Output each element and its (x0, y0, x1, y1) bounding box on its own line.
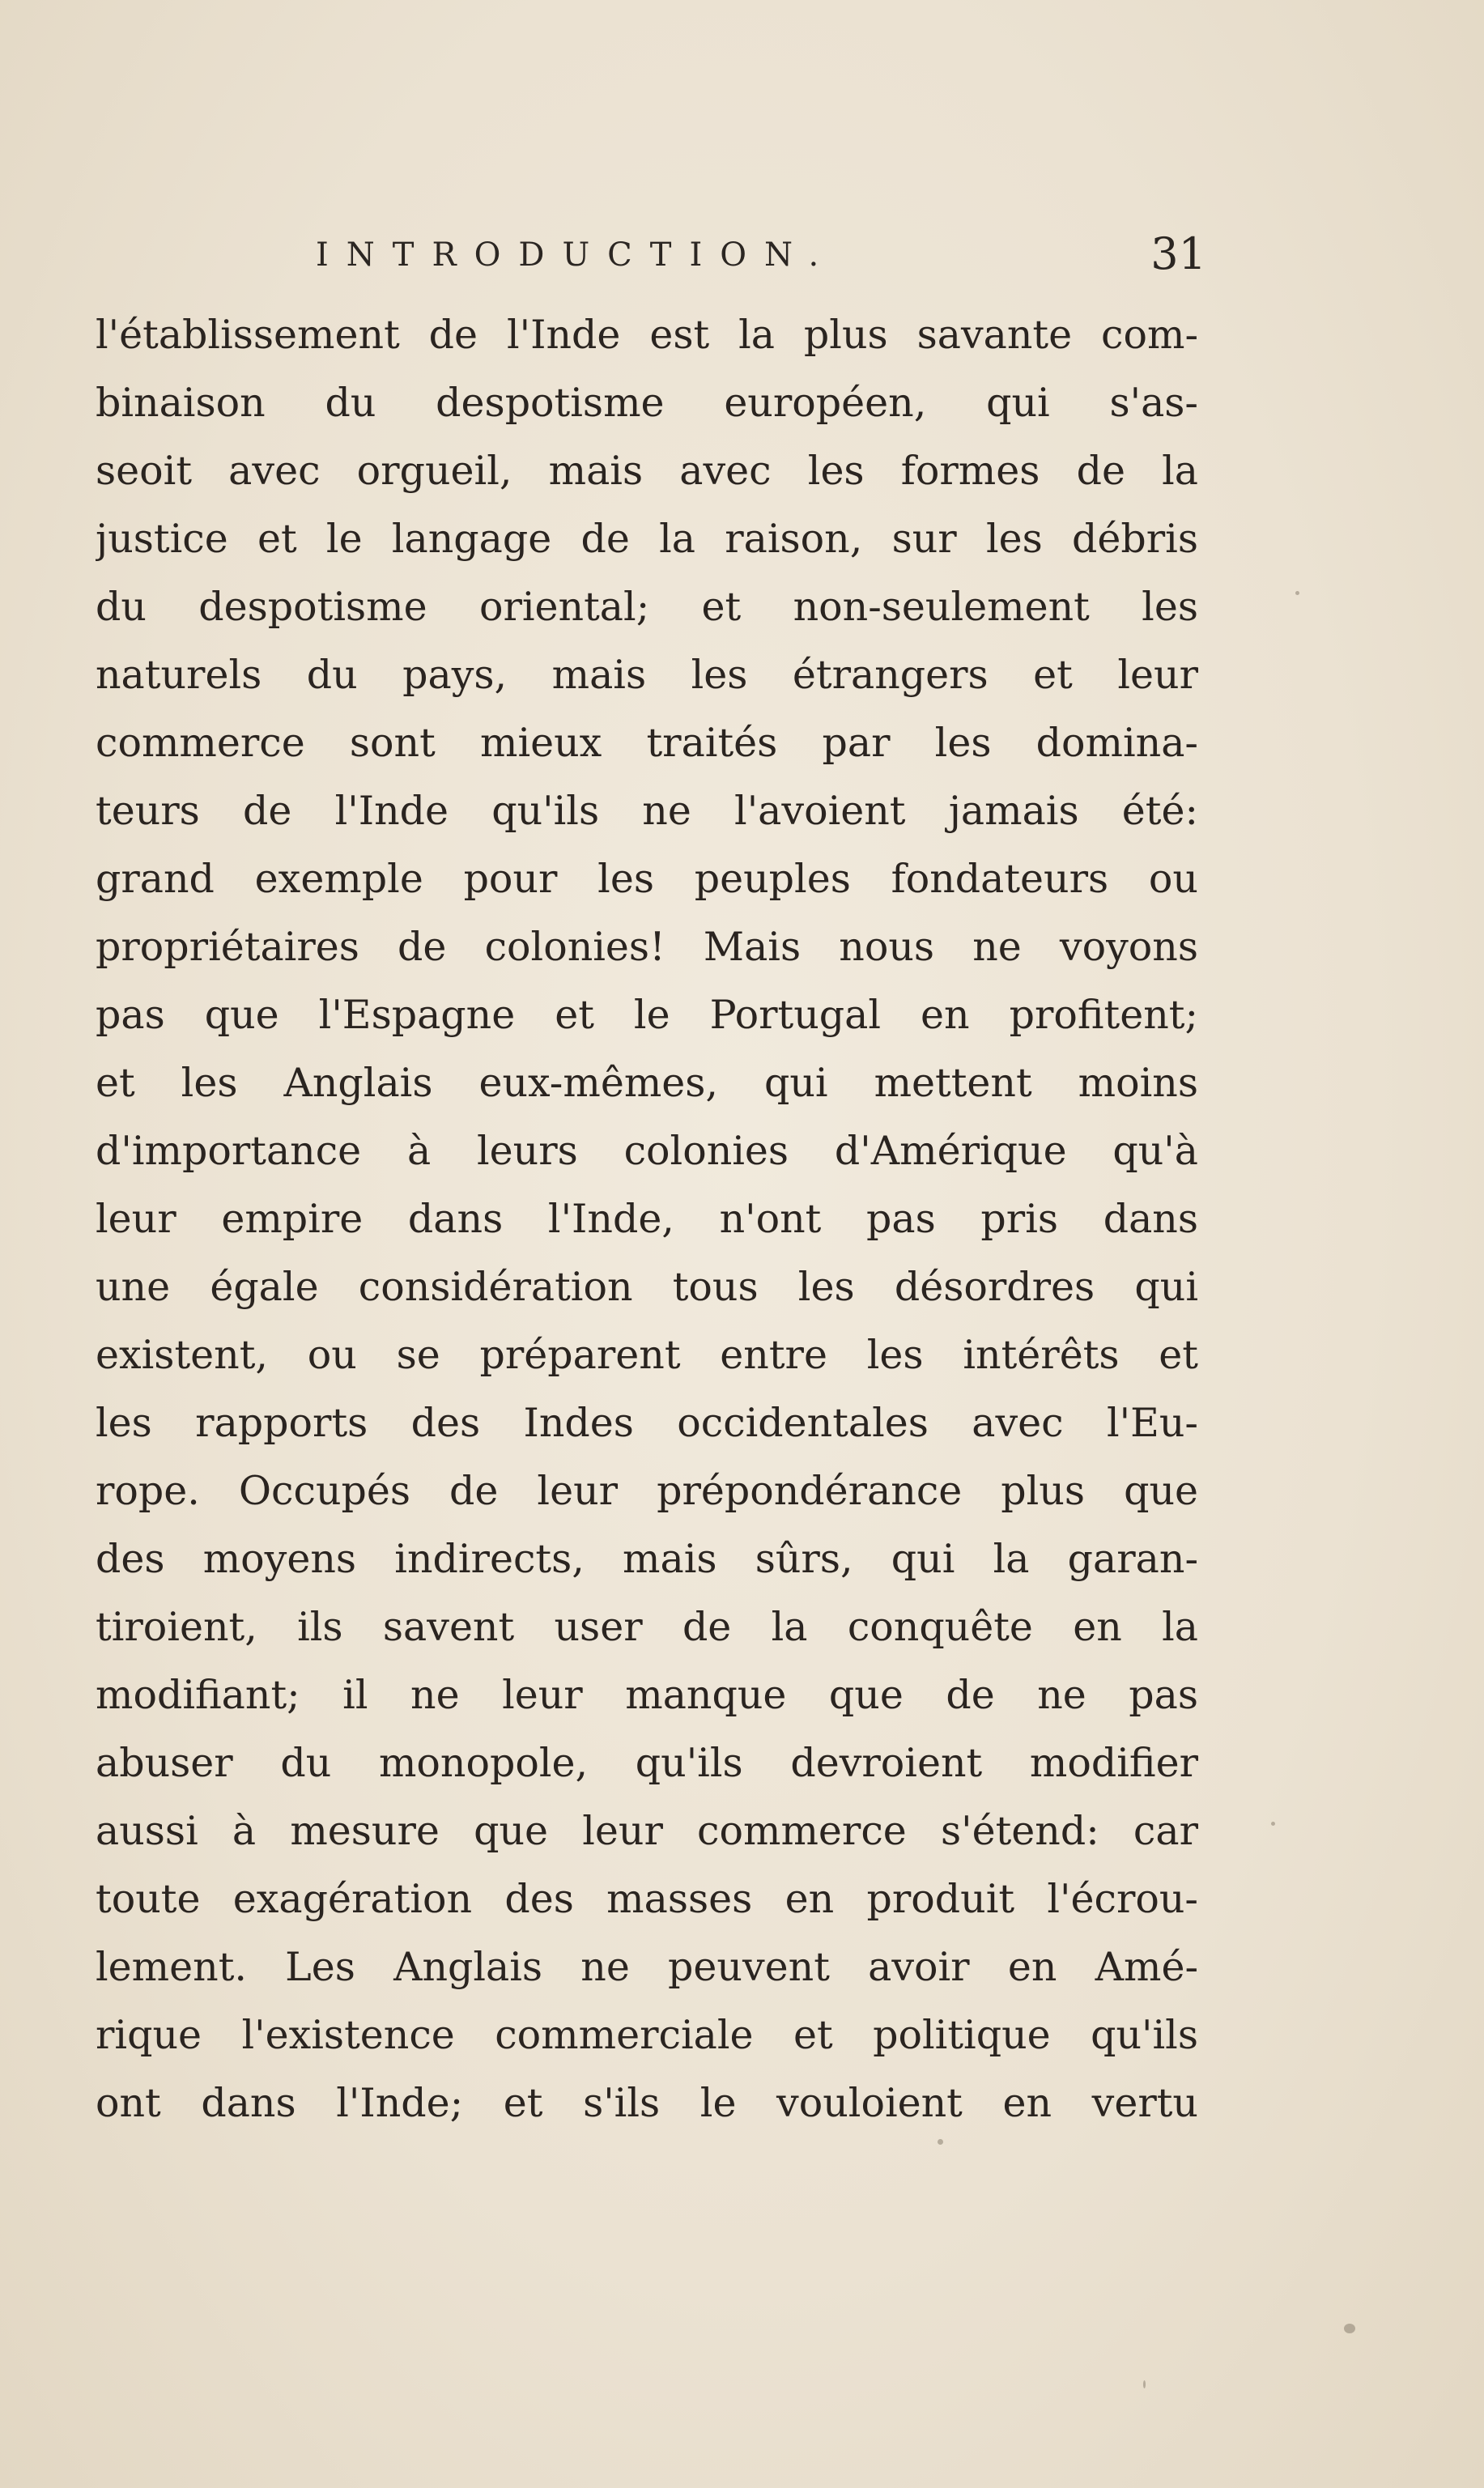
text-line: binaison du despotisme européen, qui s'as- (96, 380, 1198, 426)
text-line: abuser du monopole, qu'ils devroient modifier (96, 1740, 1198, 1786)
text-line: du despotisme oriental; et non-seulement les (96, 584, 1198, 630)
text-line: les rapports des Indes occidentales avec l'Eu- (96, 1400, 1198, 1446)
text-line: d'importance à leurs colonies d'Amérique qu'à (96, 1128, 1198, 1174)
body-text (96, 301, 1198, 2137)
text-line: tiroient, ils savent user de la conquête en la (96, 1604, 1198, 1650)
paper-speck (1295, 591, 1299, 595)
paper-speck (1271, 1822, 1275, 1826)
paper-speck (1143, 2380, 1146, 2388)
text-line: l'établissement de l'Inde est la plus savante com- (96, 312, 1198, 358)
text-line: aussi à mesure que leur commerce s'étend: car (96, 1808, 1198, 1854)
text-line: leur empire dans l'Inde, n'ont pas pris dans (96, 1196, 1198, 1242)
text-line: commerce sont mieux traités par les domina- (96, 720, 1198, 766)
text-line: rique l'existence commerciale et politique qu'ils (96, 2012, 1198, 2058)
text-line: teurs de l'Inde qu'ils ne l'avoient jamais été: (96, 788, 1198, 834)
text-line: et les Anglais eux-mêmes, qui mettent moins (96, 1060, 1198, 1106)
text-line: grand exemple pour les peuples fondateurs ou (96, 856, 1198, 902)
text-line: justice et le langage de la raison, sur les débris (96, 516, 1198, 562)
text-line: une égale considération tous les désordres qui (96, 1264, 1198, 1310)
text-line: propriétaires de colonies! Mais nous ne voyons (96, 924, 1198, 970)
page-header (316, 228, 1206, 293)
text-line: des moyens indirects, mais sûrs, qui la garan- (96, 1536, 1198, 1582)
text-line: seoit avec orgueil, mais avec les formes de la (96, 448, 1198, 494)
text-line: naturels du pays, mais les étrangers et leur (96, 652, 1198, 698)
paper-speck (1344, 2324, 1355, 2333)
text-line: ont dans l'Inde; et s'ils le vouloient en vertu (96, 2080, 1198, 2126)
text-line: lement. Les Anglais ne peuvent avoir en Amé- (96, 1944, 1198, 1990)
text-line: toute exagération des masses en produit l'écrou- (96, 1876, 1198, 1922)
text-line: pas que l'Espagne et le Portugal en profitent; (96, 992, 1198, 1038)
text-line: rope. Occupés de leur prépondérance plus que (96, 1468, 1198, 1514)
paper-speck (938, 2139, 943, 2145)
running-head: INTRODUCTION. (316, 236, 837, 274)
text-line: existent, ou se préparent entre les intérêts et (96, 1332, 1198, 1378)
text-line: modifiant; il ne leur manque que de ne pas (96, 1672, 1198, 1718)
page-number: 31 (1150, 228, 1206, 279)
